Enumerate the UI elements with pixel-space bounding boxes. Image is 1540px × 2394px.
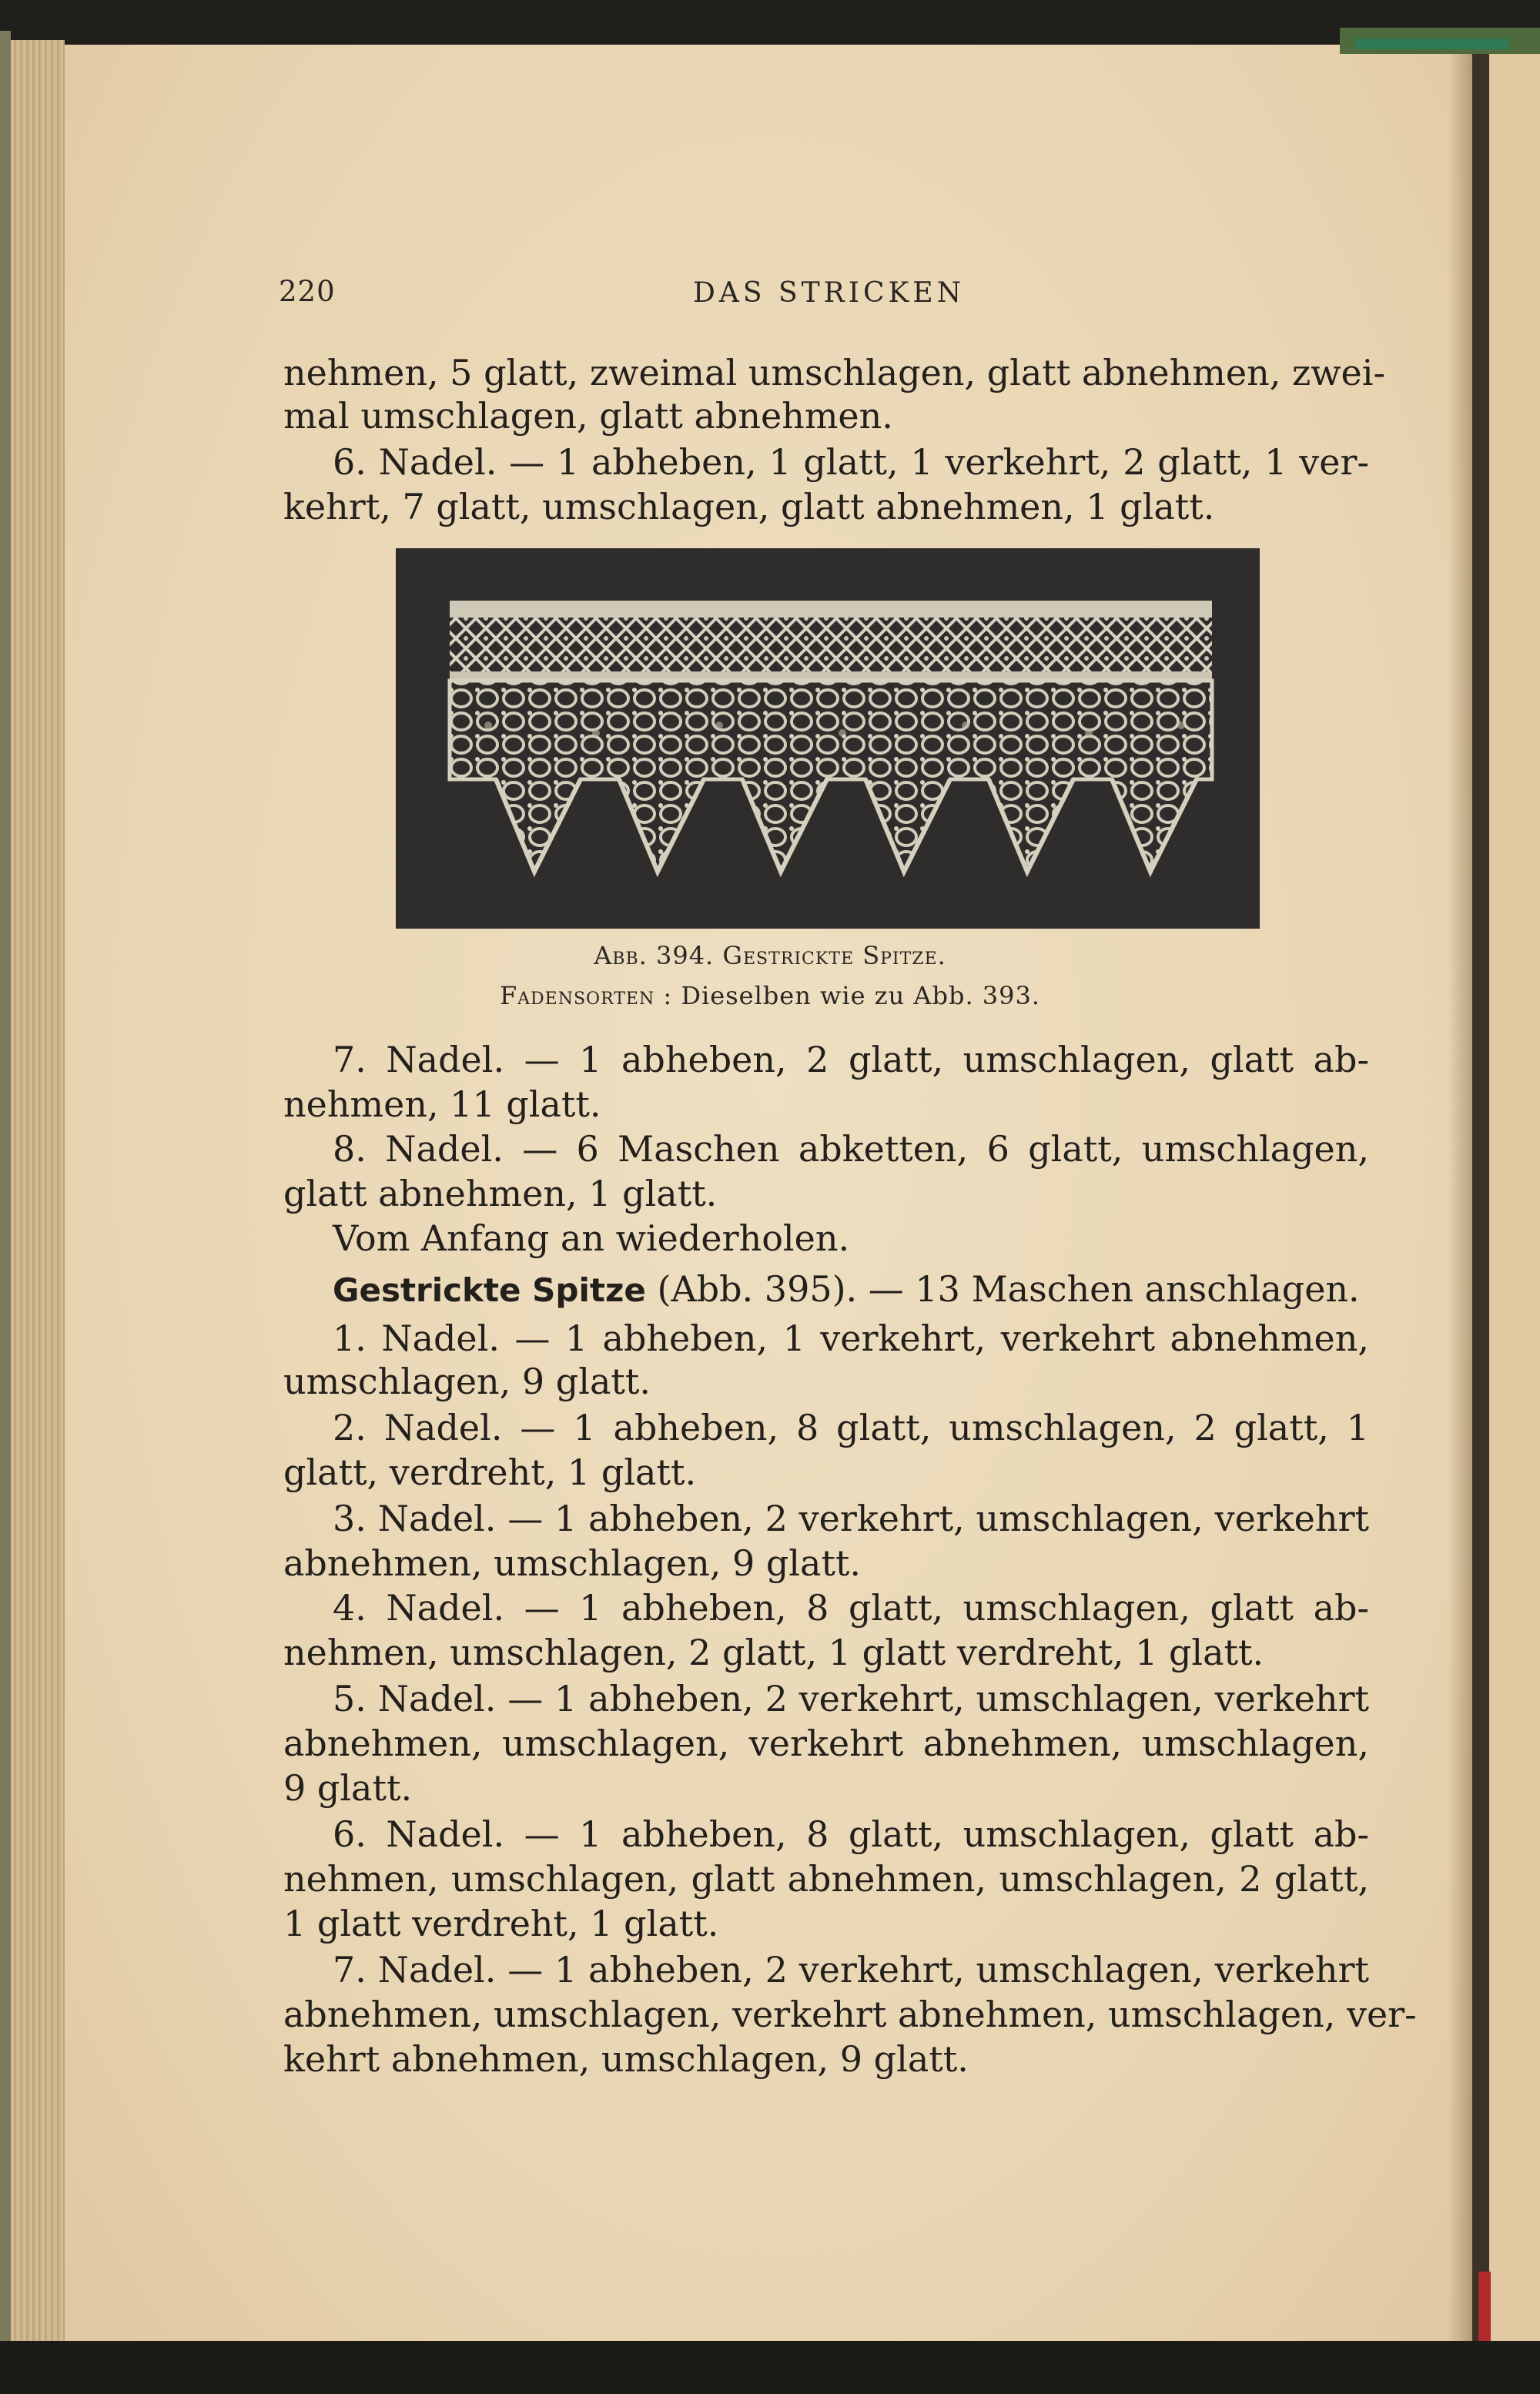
page-stack-edges [11, 40, 65, 2342]
red-page-marker [1478, 2272, 1491, 2341]
facing-page-edge [1489, 45, 1540, 2347]
text-line: 6. Nadel. — 1 abheben, 8 glatt, umschlagen, glatt ab- [333, 1813, 1369, 1855]
book-binding [1472, 31, 1489, 2349]
text-line: 8. Nadel. — 6 Maschen abketten, 6 glatt, umschlagen, [333, 1128, 1369, 1170]
threads-text: Dieselben wie zu Abb. 393. [681, 981, 1041, 1010]
knitted-lace-illustration [396, 548, 1260, 929]
bookmark-ribbon [1355, 39, 1509, 49]
text-line: abnehmen, umschlagen, verkehrt abnehmen, umschlagen, ver- [283, 1994, 1417, 2035]
figure-caption-label: Abb. 394. Gestrickte Spitze. [594, 941, 946, 970]
text-line: 4. Nadel. — 1 abheben, 8 glatt, umschlagen, glatt ab- [333, 1587, 1369, 1629]
text-line: nehmen, umschlagen, 2 glatt, 1 glatt verdreht, 1 glatt. [283, 1632, 1264, 1673]
text-line: glatt abnehmen, 1 glatt. [283, 1173, 718, 1214]
text-line: nehmen, 11 glatt. [283, 1083, 601, 1125]
lace-figure [396, 548, 1260, 929]
text-line: kehrt, 7 glatt, umschlagen, glatt abnehmen, 1 glatt. [283, 486, 1215, 527]
text-line: glatt, verdreht, 1 glatt. [283, 1451, 697, 1493]
text-line: Vom Anfang an wiederholen. [333, 1217, 850, 1259]
running-head: DAS STRICKEN [693, 277, 966, 309]
text-line: nehmen, umschlagen, glatt abnehmen, umschlagen, 2 glatt, [283, 1858, 1369, 1900]
scan-background-bottom [0, 2341, 1540, 2394]
text-line: 6. Nadel. — 1 abheben, 1 glatt, 1 verkehrt, 2 glatt, 1 ver- [333, 441, 1369, 483]
text-line: 2. Nadel. — 1 abheben, 8 glatt, umschlagen, 2 glatt, 1 [333, 1407, 1369, 1448]
text-line: 1 glatt verdreht, 1 glatt. [283, 1903, 719, 1944]
text-line: abnehmen, umschlagen, 9 glatt. [283, 1542, 862, 1584]
section-line-text: (Abb. 395). — 13 Maschen anschlagen. [657, 1268, 1360, 1310]
book-cover-edge [0, 31, 11, 2349]
text-line: 7. Nadel. — 1 abheben, 2 verkehrt, umschlagen, verkehrt [333, 1949, 1369, 1991]
text-line: abnehmen, umschlagen, verkehrt abnehmen, umschlagen, [283, 1723, 1369, 1764]
text-line: kehrt abnehmen, umschlagen, 9 glatt. [283, 2038, 969, 2080]
figure-threads-caption [0, 981, 1540, 1010]
text-line: umschlagen, 9 glatt. [283, 1361, 651, 1402]
scan-background-top [0, 0, 1540, 48]
figure-caption [0, 941, 1540, 970]
text-line: 5. Nadel. — 1 abheben, 2 verkehrt, umschlagen, verkehrt [333, 1678, 1369, 1719]
section-heading: Gestrickte Spitze [333, 1271, 646, 1309]
text-line: mal umschlagen, glatt abnehmen. [283, 395, 893, 437]
text-line: nehmen, 5 glatt, zweimal umschlagen, glatt abnehmen, zwei- [283, 352, 1386, 393]
text-line: 9 glatt. [283, 1767, 413, 1809]
text-line: 3. Nadel. — 1 abheben, 2 verkehrt, umschlagen, verkehrt [333, 1498, 1369, 1539]
page-number: 220 [279, 275, 336, 308]
section-line [333, 1267, 1369, 1312]
threads-label: Fadensorten : [499, 981, 673, 1010]
text-line: 7. Nadel. — 1 abheben, 2 glatt, umschlagen, glatt ab- [333, 1039, 1369, 1080]
text-line: 1. Nadel. — 1 abheben, 1 verkehrt, verkehrt abnehmen, [333, 1318, 1369, 1359]
